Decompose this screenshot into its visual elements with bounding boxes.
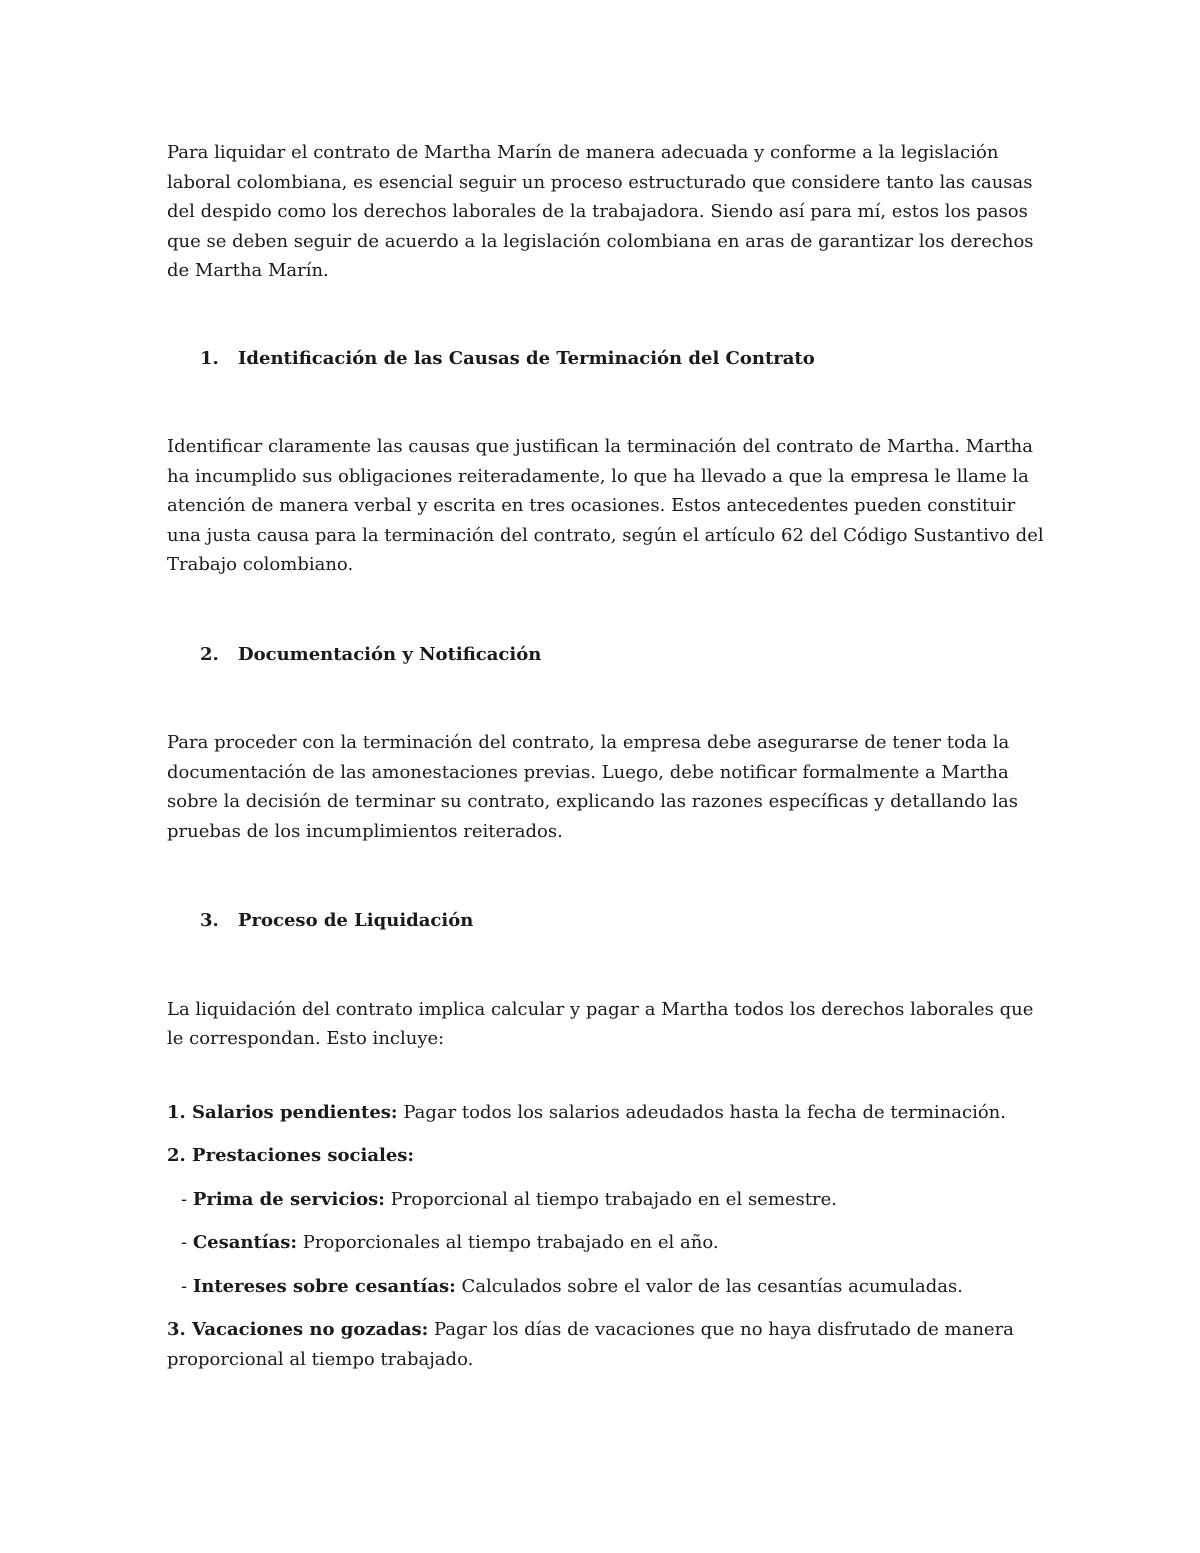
list-item-prestaciones	[167, 1141, 1047, 1171]
sub-item-label: Prima de servicios:	[192, 1188, 385, 1210]
sub-item-label: Cesantías:	[192, 1232, 298, 1253]
section-number-1: 1.	[200, 347, 219, 369]
sub-item-dash: -	[181, 1188, 193, 1210]
document-body	[167, 138, 1047, 1374]
section-number-3: 3.	[200, 910, 219, 931]
list-item-vacaciones	[167, 1315, 1047, 1374]
list-item-label: 1. Salarios pendientes:	[167, 1101, 398, 1123]
sub-item-prima	[167, 1185, 1047, 1215]
section-heading-3	[200, 906, 1047, 936]
section-paragraph-1: Identificar claramente las causas que justifican la terminación del contrato de Martha. Martha ha incumplido sus obligaciones reiteradamente, lo que ha llevado a que la empresa le llame la atención de manera verbal y escrita en tres ocasiones. Estos antecedentes pueden constituir una justa causa para la terminación del contrato, según el artículo 62 del Código Sustantivo del Trabajo colombiano.	[167, 436, 1044, 575]
sub-item-intereses	[167, 1272, 1047, 1302]
section-heading-1	[200, 344, 1047, 374]
list-item-text: Pagar todos los salarios adeudados hasta la fecha de terminación.	[397, 1101, 1006, 1123]
sub-item-dash: -	[181, 1232, 193, 1253]
list-item-text: Pagar los días de vacaciones que no haya disfrutado de manera proporcional al tiempo trabajado.	[167, 1319, 1014, 1370]
sub-item-text: Proporcional al tiempo trabajado en el semestre.	[384, 1188, 837, 1210]
section-paragraph-3: La liquidación del contrato implica calcular y pagar a Martha todos los derechos laborales que le correspondan. Esto incluye:	[167, 998, 1034, 1049]
section-heading-2	[200, 640, 1047, 670]
list-item-salarios	[167, 1098, 1047, 1128]
intro-paragraph: Para liquidar el contrato de Martha Marín de manera adecuada y conforme a la legislación laboral colombiana, es esencial seguir un proceso estructurado que considere tanto las causas del despido como los derechos laborales de la trabajadora. Siendo así para mí, estos los pasos que se deben seguir de acuerdo a la legislación colombiana en aras de garantizar los derechos de Martha Marín.	[167, 142, 1034, 281]
section-number-2: 2.	[200, 643, 219, 665]
section-title-1: Identificación de las Causas de Terminación del Contrato	[238, 347, 815, 369]
sub-item-label: Intereses sobre cesantías:	[192, 1275, 456, 1297]
sub-item-dash: -	[181, 1275, 193, 1297]
sub-item-text: Proporcionales al tiempo trabajado en el año.	[297, 1232, 719, 1253]
list-item-label: 3. Vacaciones no gozadas:	[167, 1319, 429, 1340]
sub-item-text: Calculados sobre el valor de las cesantías acumuladas.	[455, 1275, 963, 1297]
section-paragraph-2: Para proceder con la terminación del contrato, la empresa debe asegurarse de tener toda la documentación de las amonestaciones previas. Luego, debe notificar formalmente a Martha sobre la decisión de terminar su contrato, explicando las razones específicas y detallando las pruebas de los incumplimientos reiterados.	[167, 732, 1018, 842]
list-item-label: 2. Prestaciones sociales:	[167, 1145, 415, 1166]
sub-item-cesantias	[167, 1228, 1047, 1258]
section-title-2: Documentación y Notificación	[238, 643, 542, 665]
section-title-3: Proceso de Liquidación	[238, 910, 474, 931]
